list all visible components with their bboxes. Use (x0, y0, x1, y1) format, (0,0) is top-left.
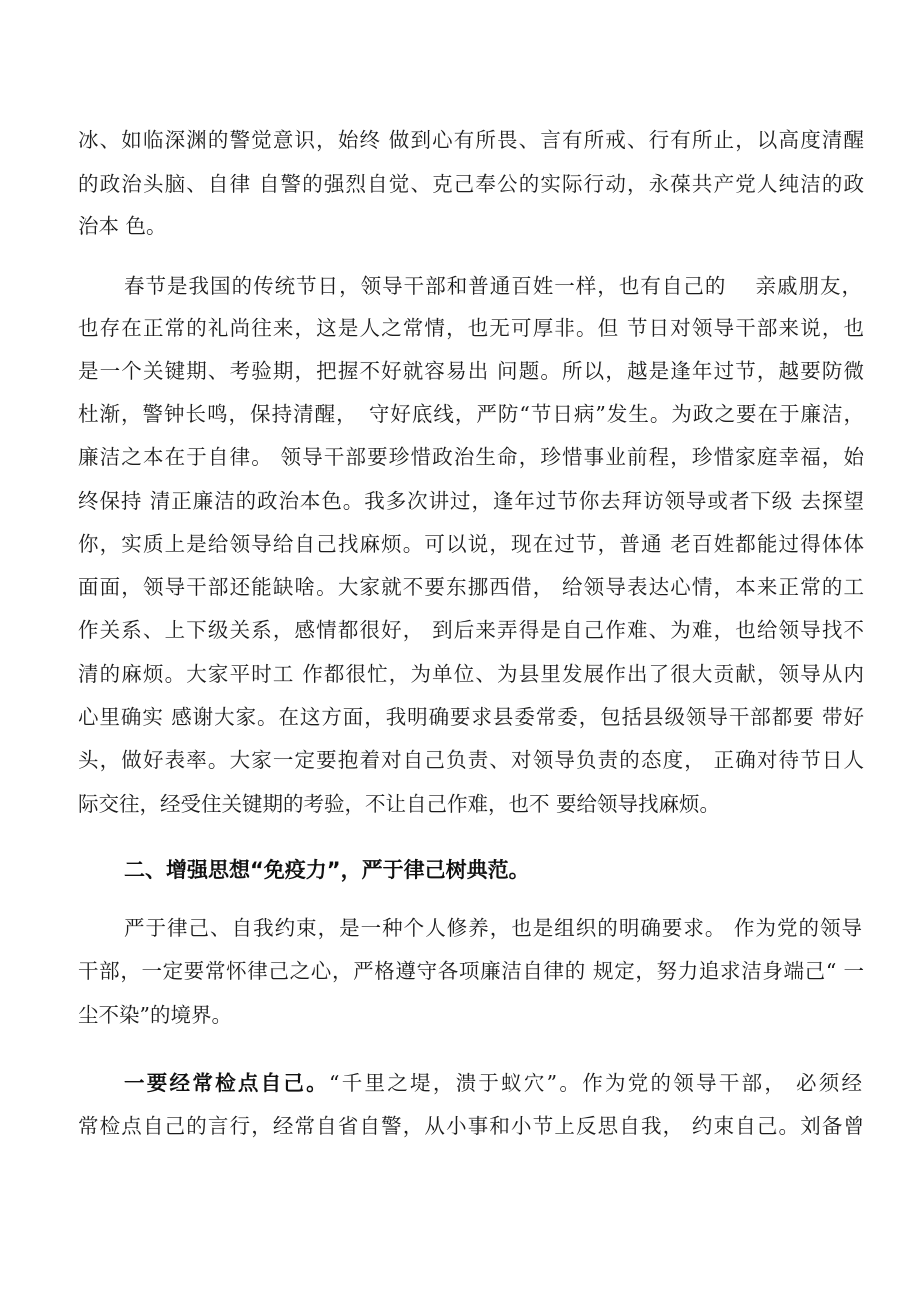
paragraph-4-lead-rest: “千里之堤，溃于蚁穴”。作为党的领导干部， 必须经 (328, 1071, 863, 1095)
paragraph-3-line-3: 尘不染”的境界。 (78, 1003, 232, 1027)
paragraph-2-line-8: 面面，领导干部还能缺啥。大家就不要东挪西借， 给领导表达心情，本来正常的工 (78, 575, 864, 599)
paragraph-2-line-7: 你，实质上是给领导给自己找麻烦。可以说，现在过节，普通 老百姓都能过得体体 (78, 532, 864, 556)
paragraph-3-line-2: 干部，一定要常怀律己之心，严格遵守各项廉洁自律的 规定，努力追求洁身端己“ 一 (78, 959, 864, 983)
paragraph-2-line-5: 廉洁之本在于自律。 领导干部要珍惜政治生命，珍惜事业前程，珍惜家庭幸福，始 (78, 445, 864, 469)
paragraph-2-line-10: 清的麻烦。大家平时工 作都很忙，为单位、为县里发展作出了很大贡献，领导从内 (78, 662, 864, 686)
paragraph-4-lead-bold: 一要经常检点自己。 (124, 1071, 329, 1095)
paragraph-1-line-2: 的政治头脑、自律 自警的强烈自觉、克己奉公的实际行动，永葆共产党人纯洁的政 (78, 172, 864, 196)
paragraph-1-line-3: 治本 色。 (78, 214, 167, 238)
paragraph-4-line-2: 常检点自己的言行，经常自省自警，从小事和小节上反思自我， 约束自己。刘备曾 (78, 1114, 864, 1138)
paragraph-2-line-12: 头，做好表率。大家一定要抱着对自己负责、对领导负责的态度， 正确对待节日人 (78, 748, 864, 772)
paragraph-2-line-3: 是一个关键期、考验期，把握不好就容易出 问题。所以，越是逢年过节，越要防微 (78, 359, 864, 383)
paragraph-3-line-1: 严于律己、自我约束，是一种个人修养，也是组织的明确要求。 作为党的领导 (124, 916, 862, 940)
paragraph-2-line-4: 杜渐，警钟长鸣，保持清醒， 守好底线，严防“节日病”发生。为政之要在于廉洁， (78, 402, 864, 426)
section-heading-2: 二、增强思想“免疫力”，严于律己树典范。 (124, 858, 530, 882)
paragraph-2-line-9: 作关系、上下级关系，感情都很好， 到后来弄得是自己作难、为难，也给领导找不 (78, 618, 864, 642)
paragraph-2-line-2: 也存在正常的礼尚往来，这是人之常情，也无可厚非。但 节日对领导干部来说，也 (78, 316, 864, 340)
paragraph-2-line-1: 春节是我国的传统节日，领导干部和普通百姓一样，也有自己的 亲戚朋友， (124, 274, 862, 298)
paragraph-2-line-6: 终保持 清正廉洁的政治本色。我多次讲过，逢年过节你去拜访领导或者下级 去探望 (78, 489, 864, 513)
paragraph-4-line-1 (124, 1068, 862, 1098)
paragraph-1-line-1: 冰、如临深渊的警觉意识，始终 做到心有所畏、言有所戒、行有所止，以高度清醒 (78, 128, 864, 152)
paragraph-2-line-13: 际交往，经受住关键期的考验，不让自己作难，也不 要给领导找麻烦。 (78, 792, 721, 816)
paragraph-2-line-11: 心里确实 感谢大家。在这方面，我明确要求县委常委，包括县级领导干部都要 带好 (78, 705, 864, 729)
